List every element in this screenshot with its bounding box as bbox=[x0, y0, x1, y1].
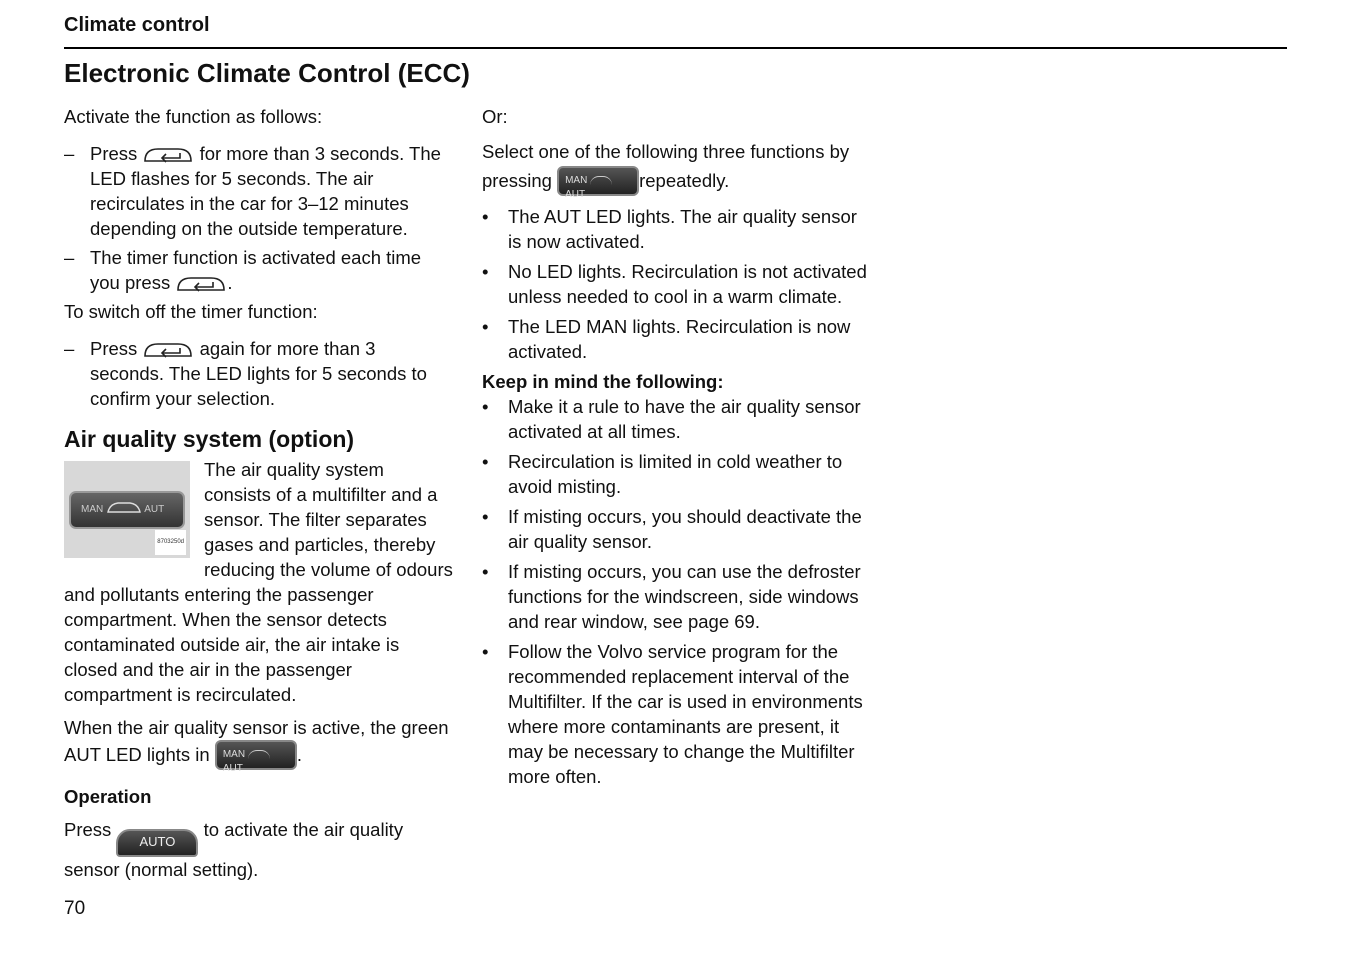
tip-item: • Make it a rule to have the air quality sensor activated at all times. bbox=[482, 396, 861, 442]
operation-heading: Operation bbox=[64, 786, 152, 807]
image-code: 8703250d bbox=[155, 530, 186, 555]
air-quality-section bbox=[64, 457, 454, 707]
operation-text: Press AUTO to activate the air quality sensor (normal setting). bbox=[64, 819, 404, 880]
option-item: • The AUT LED lights. The air quality sensor is now activated. bbox=[482, 206, 857, 252]
tip-item: • Recirculation is limited in cold weather to avoid misting. bbox=[482, 451, 843, 497]
auto-button-icon: AUTO bbox=[116, 829, 198, 857]
option-item: • No LED lights. Recirculation is not activated unless needed to cool in a warm climate. bbox=[482, 261, 867, 307]
recirculation-icon bbox=[142, 144, 194, 164]
step-2: – The timer function is activated each time you press . bbox=[64, 247, 422, 293]
switch-off-text: To switch off the timer function: bbox=[64, 301, 318, 322]
man-aut-panel-photo bbox=[64, 461, 190, 558]
header-rule bbox=[64, 47, 1287, 49]
recirculation-icon bbox=[142, 339, 194, 359]
air-quality-heading: Air quality system (option) bbox=[64, 426, 355, 452]
page-title: Electronic Climate Control (ECC) bbox=[64, 58, 470, 88]
or-text: Or: bbox=[482, 106, 508, 127]
sensor-active-text: When the air quality sensor is active, the green AUT LED lights in MAN AUT. bbox=[64, 717, 449, 774]
air-quality-paragraph: The air quality system consists of a multifilter and a sensor. The filter separates gases and particles, thereby reducing the volume of odours and pollutants entering the passenger compartment. When the sensor detects contaminated outside air, the air intake is closed and the air in the passenger compartment is recirculated. bbox=[64, 459, 453, 705]
tip-item: • If misting occurs, you can use the defroster functions for the windscreen, side windows and rear window, see page 69. bbox=[482, 561, 861, 632]
photo-man-label: MAN bbox=[81, 504, 104, 515]
page-number: 70 bbox=[64, 898, 86, 919]
man-aut-button-icon: MAN AUT bbox=[557, 166, 639, 196]
keep-in-mind-heading: Keep in mind the following: bbox=[482, 371, 724, 392]
tip-item: • If misting occurs, you should deactivate the air quality sensor. bbox=[482, 506, 862, 552]
select-text: Select one of the following three functions by pressing MAN AUTrepeatedly. bbox=[482, 141, 850, 200]
car-icon bbox=[106, 500, 142, 514]
step-1: – Press for more than 3 seconds. The LED flashes for 5 seconds. The air recirculates in the car for 3–12 minutes depending on the outside temperature. bbox=[64, 143, 441, 239]
left-column bbox=[64, 104, 454, 882]
step-3: – Press again for more than 3 seconds. The LED lights for 5 seconds to confirm your selection. bbox=[64, 338, 427, 409]
right-column bbox=[482, 104, 872, 794]
photo-aut-label: AUT bbox=[144, 504, 165, 515]
section-header: Climate control bbox=[64, 14, 210, 36]
recirculation-icon bbox=[175, 273, 227, 293]
man-aut-button-icon: MAN AUT bbox=[215, 740, 297, 770]
tip-item: • Follow the Volvo service program for the recommended replacement interval of the Multifilter. If the car is used in environments where more contaminants are present, it may be necessary to change the Multifilter more often. bbox=[482, 641, 863, 787]
option-item: • The LED MAN lights. Recirculation is now activated. bbox=[482, 316, 851, 362]
intro-text: Activate the function as follows: bbox=[64, 106, 323, 127]
